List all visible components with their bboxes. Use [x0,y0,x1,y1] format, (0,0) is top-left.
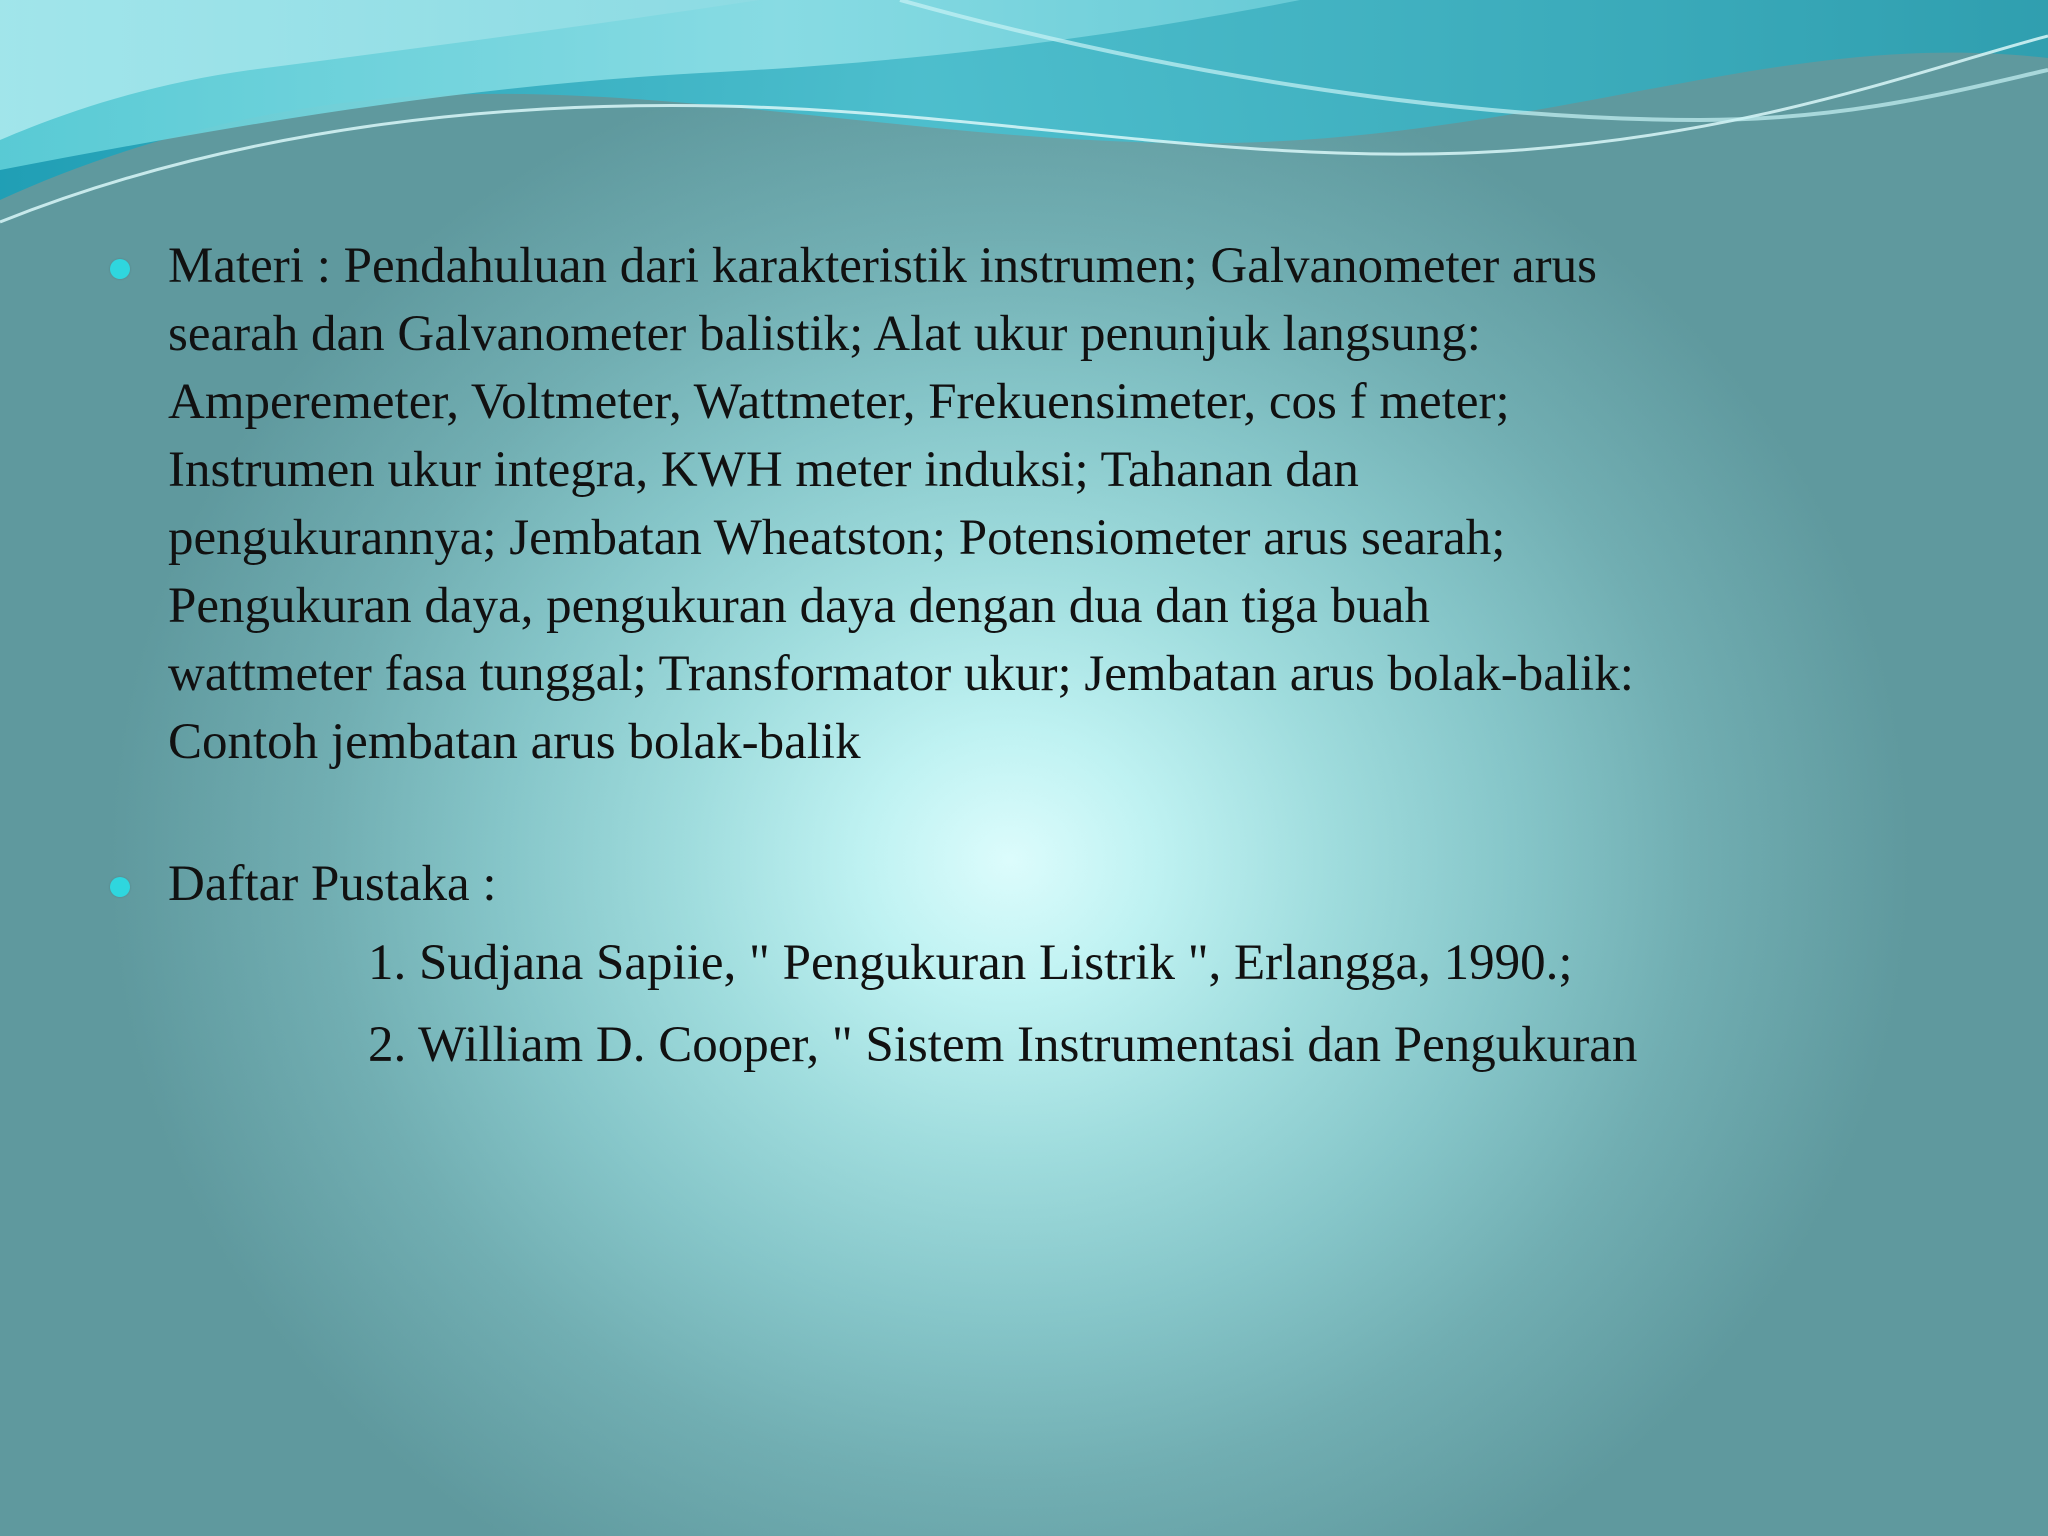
bullet-dot-icon [110,877,130,897]
materi-line: Amperemeter, Voltmeter, Wattmeter, Frekuensimeter, cos f meter; [168,374,1510,430]
header-wave-decoration [0,0,2048,240]
bullet-daftar-pustaka [110,850,1940,1080]
materi-line: searah dan Galvanometer balistik; Alat ukur penunjuk langsung: [168,306,1481,362]
materi-line: pengukurannya; Jembatan Wheatston; Potensiometer arus searah; [168,510,1506,566]
slide-content [110,232,1940,1080]
materi-line: Instrumen ukur integra, KWH meter induksi; Tahanan dan [168,442,1359,498]
reference-list [368,928,2048,1080]
bullet-materi [110,232,1940,776]
materi-line: Pengukuran daya, pengukuran daya dengan dua dan tiga buah [168,578,1430,634]
bullet-dot-icon [110,259,130,279]
daftar-pustaka-heading: Daftar Pustaka : [168,856,497,912]
reference-item: 2. William D. Cooper, " Sistem Instrumentasi dan Pengukuran [368,1017,1638,1073]
materi-line: Materi : Pendahuluan dari karakteristik instrumen; Galvanometer arus [168,238,1597,294]
materi-line: Contoh jembatan arus bolak-balik [168,714,861,770]
reference-item: 1. Sudjana Sapiie, " Pengukuran Listrik ", Erlangga, 1990.; [368,935,1573,991]
materi-text [168,232,1940,776]
materi-line: wattmeter fasa tunggal; Transformator ukur; Jembatan arus bolak-balik: [168,646,1634,702]
